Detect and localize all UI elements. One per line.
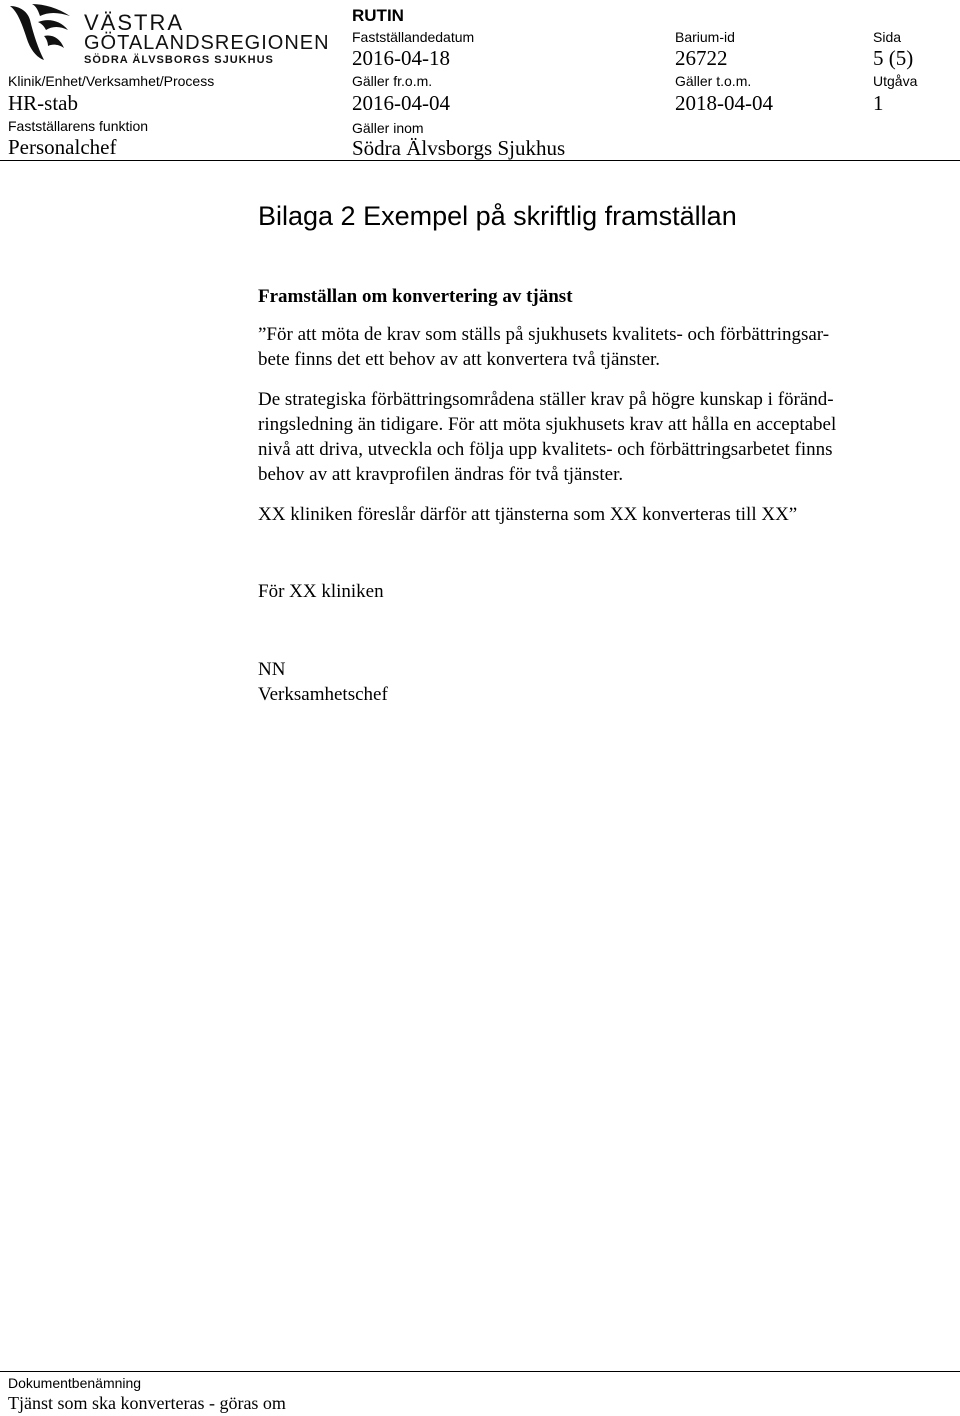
unit-value: HR-stab	[8, 91, 78, 115]
logo-line-3: SÖDRA ÄLVSBORGS SJUKHUS	[84, 54, 274, 66]
faststallandedatum-value: 2016-04-18	[352, 46, 450, 70]
unit-label: Klinik/Enhet/Verksamhet/Process	[8, 73, 215, 89]
galler-from-label: Gäller fr.o.m.	[352, 73, 433, 89]
logo-line-1: VÄSTRA	[84, 10, 185, 35]
paragraph-3	[258, 502, 920, 527]
footer-divider	[0, 1371, 960, 1372]
barium-id-value: 26722	[675, 46, 728, 70]
barium-id-label: Barium-id	[675, 29, 735, 45]
paragraph-3-line: XX kliniken föreslår därför att tjänsterna som XX konverteras till XX”	[258, 504, 798, 525]
paragraph-1-line: ”För att möta de krav som ställs på sjukhusets kvalitets- och förbättringsar-	[258, 324, 830, 345]
signer-name: NN	[258, 659, 286, 680]
paragraph-2-line: De strategiska förbättringsområdena ställer krav på högre kunskap i föränd-	[258, 389, 834, 410]
galler-from-value: 2016-04-04	[352, 91, 450, 115]
signature-block	[258, 657, 920, 707]
doc-type: RUTIN	[352, 6, 404, 25]
paragraph-2	[258, 387, 920, 487]
sida-value: 5 (5)	[873, 46, 914, 70]
header-divider	[0, 160, 960, 161]
signoff-line: För XX kliniken	[258, 581, 384, 602]
paragraph-1-line: bete finns det ett behov av att konvertera två tjänster.	[258, 349, 661, 370]
paragraph-2-line: behov av att kravprofilen ändras för två tjänster.	[258, 464, 624, 485]
paragraph-2-line: ringsledning än tidigare. För att möta sjukhusets krav att hålla en acceptabel	[258, 414, 837, 435]
sida-label: Sida	[873, 29, 902, 45]
footer-value: Tjänst som ska konverteras - göras om	[8, 1393, 286, 1413]
galler-tom-label: Gäller t.o.m.	[675, 73, 752, 89]
signer-title: Verksamhetschef	[258, 684, 388, 705]
vgr-logo	[8, 2, 328, 66]
vgr-emblem-icon	[8, 2, 74, 64]
footer-label: Dokumentbenämning	[8, 1375, 142, 1391]
funktion-label: Fastställarens funktion	[8, 118, 149, 134]
signoff	[258, 579, 920, 604]
galler-inom-label: Gäller inom	[352, 120, 424, 136]
page-title: Bilaga 2 Exempel på skriftlig framställan	[258, 201, 737, 231]
logo-line-2: GÖTALANDSREGIONEN	[84, 32, 330, 54]
funktion-value: Personalchef	[8, 135, 117, 159]
faststallandedatum-label: Fastställandedatum	[352, 29, 475, 45]
galler-tom-value: 2018-04-04	[675, 91, 773, 115]
utgava-label: Utgåva	[873, 73, 918, 89]
utgava-value: 1	[873, 91, 884, 115]
section-subtitle: Framställan om konvertering av tjänst	[258, 286, 573, 307]
paragraph-1	[258, 322, 920, 372]
paragraph-2-line: nivå att driva, utveckla och följa upp kvalitets- och förbättringsarbetet finns	[258, 439, 833, 460]
galler-inom-value: Södra Älvsborgs Sjukhus	[352, 136, 566, 160]
